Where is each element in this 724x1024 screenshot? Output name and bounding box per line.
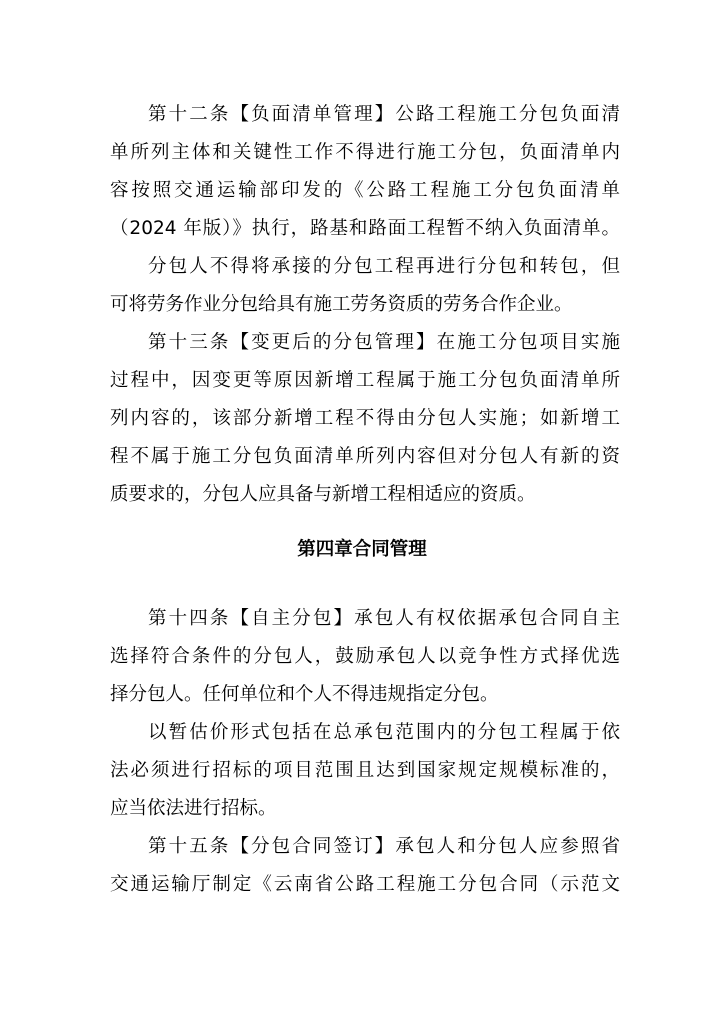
article-12-line-2: 单所列主体和关键性工作不得进行施工分包，负面清单内	[110, 142, 620, 163]
article-13-line-1: 第十三条【变更后的分包管理】在施工分包项目实施	[148, 332, 620, 353]
article-13-line-2: 过程中，因变更等原因新增工程属于施工分包负面清单所	[110, 370, 620, 391]
subcontract-paragraph-line-2: 可将劳务作业分包给具有施工劳务资质的劳务合作企业。	[110, 294, 573, 315]
article-12-line-3: 容按照交通运输部印发的《公路工程施工分包负面清单	[110, 180, 620, 201]
article-13-line-5: 质要求的，分包人应具备与新增工程相适应的资质。	[110, 484, 536, 505]
article-12-line-1: 第十二条【负面清单管理】公路工程施工分包负面清	[148, 104, 620, 125]
article-14-line-3: 择分包人。任何单位和个人不得违规指定分包。	[110, 684, 499, 705]
article-13-line-3: 列内容的，该部分新增工程不得由分包人实施；如新增工	[110, 408, 620, 429]
tender-paragraph-line-3: 应当依法进行招标。	[110, 798, 277, 819]
article-12-line-4: （2024 年版）》执行，路基和路面工程暂不纳入负面清单。	[110, 218, 620, 239]
tender-paragraph-line-2: 法必须进行招标的项目范围且达到国家规定规模标准的，	[110, 760, 620, 781]
chapter-heading: 第四章合同管理	[297, 539, 427, 560]
article-14-line-1: 第十四条【自主分包】承包人有权依据承包合同自主	[148, 608, 620, 629]
subcontract-paragraph-line-1: 分包人不得将承接的分包工程再进行分包和转包，但	[148, 256, 620, 277]
article-13-line-4: 程不属于施工分包负面清单所列内容但对分包人有新的资	[110, 446, 620, 467]
article-15-line-2: 交通运输厅制定《云南省公路工程施工分包合同（示范文	[110, 874, 620, 895]
article-14-line-2: 选择符合条件的分包人，鼓励承包人以竞争性方式择优选	[110, 646, 620, 667]
tender-paragraph-line-1: 以暂估价形式包括在总承包范围内的分包工程属于依	[148, 722, 620, 743]
article-15-line-1: 第十五条【分包合同签订】承包人和分包人应参照省	[148, 836, 620, 857]
